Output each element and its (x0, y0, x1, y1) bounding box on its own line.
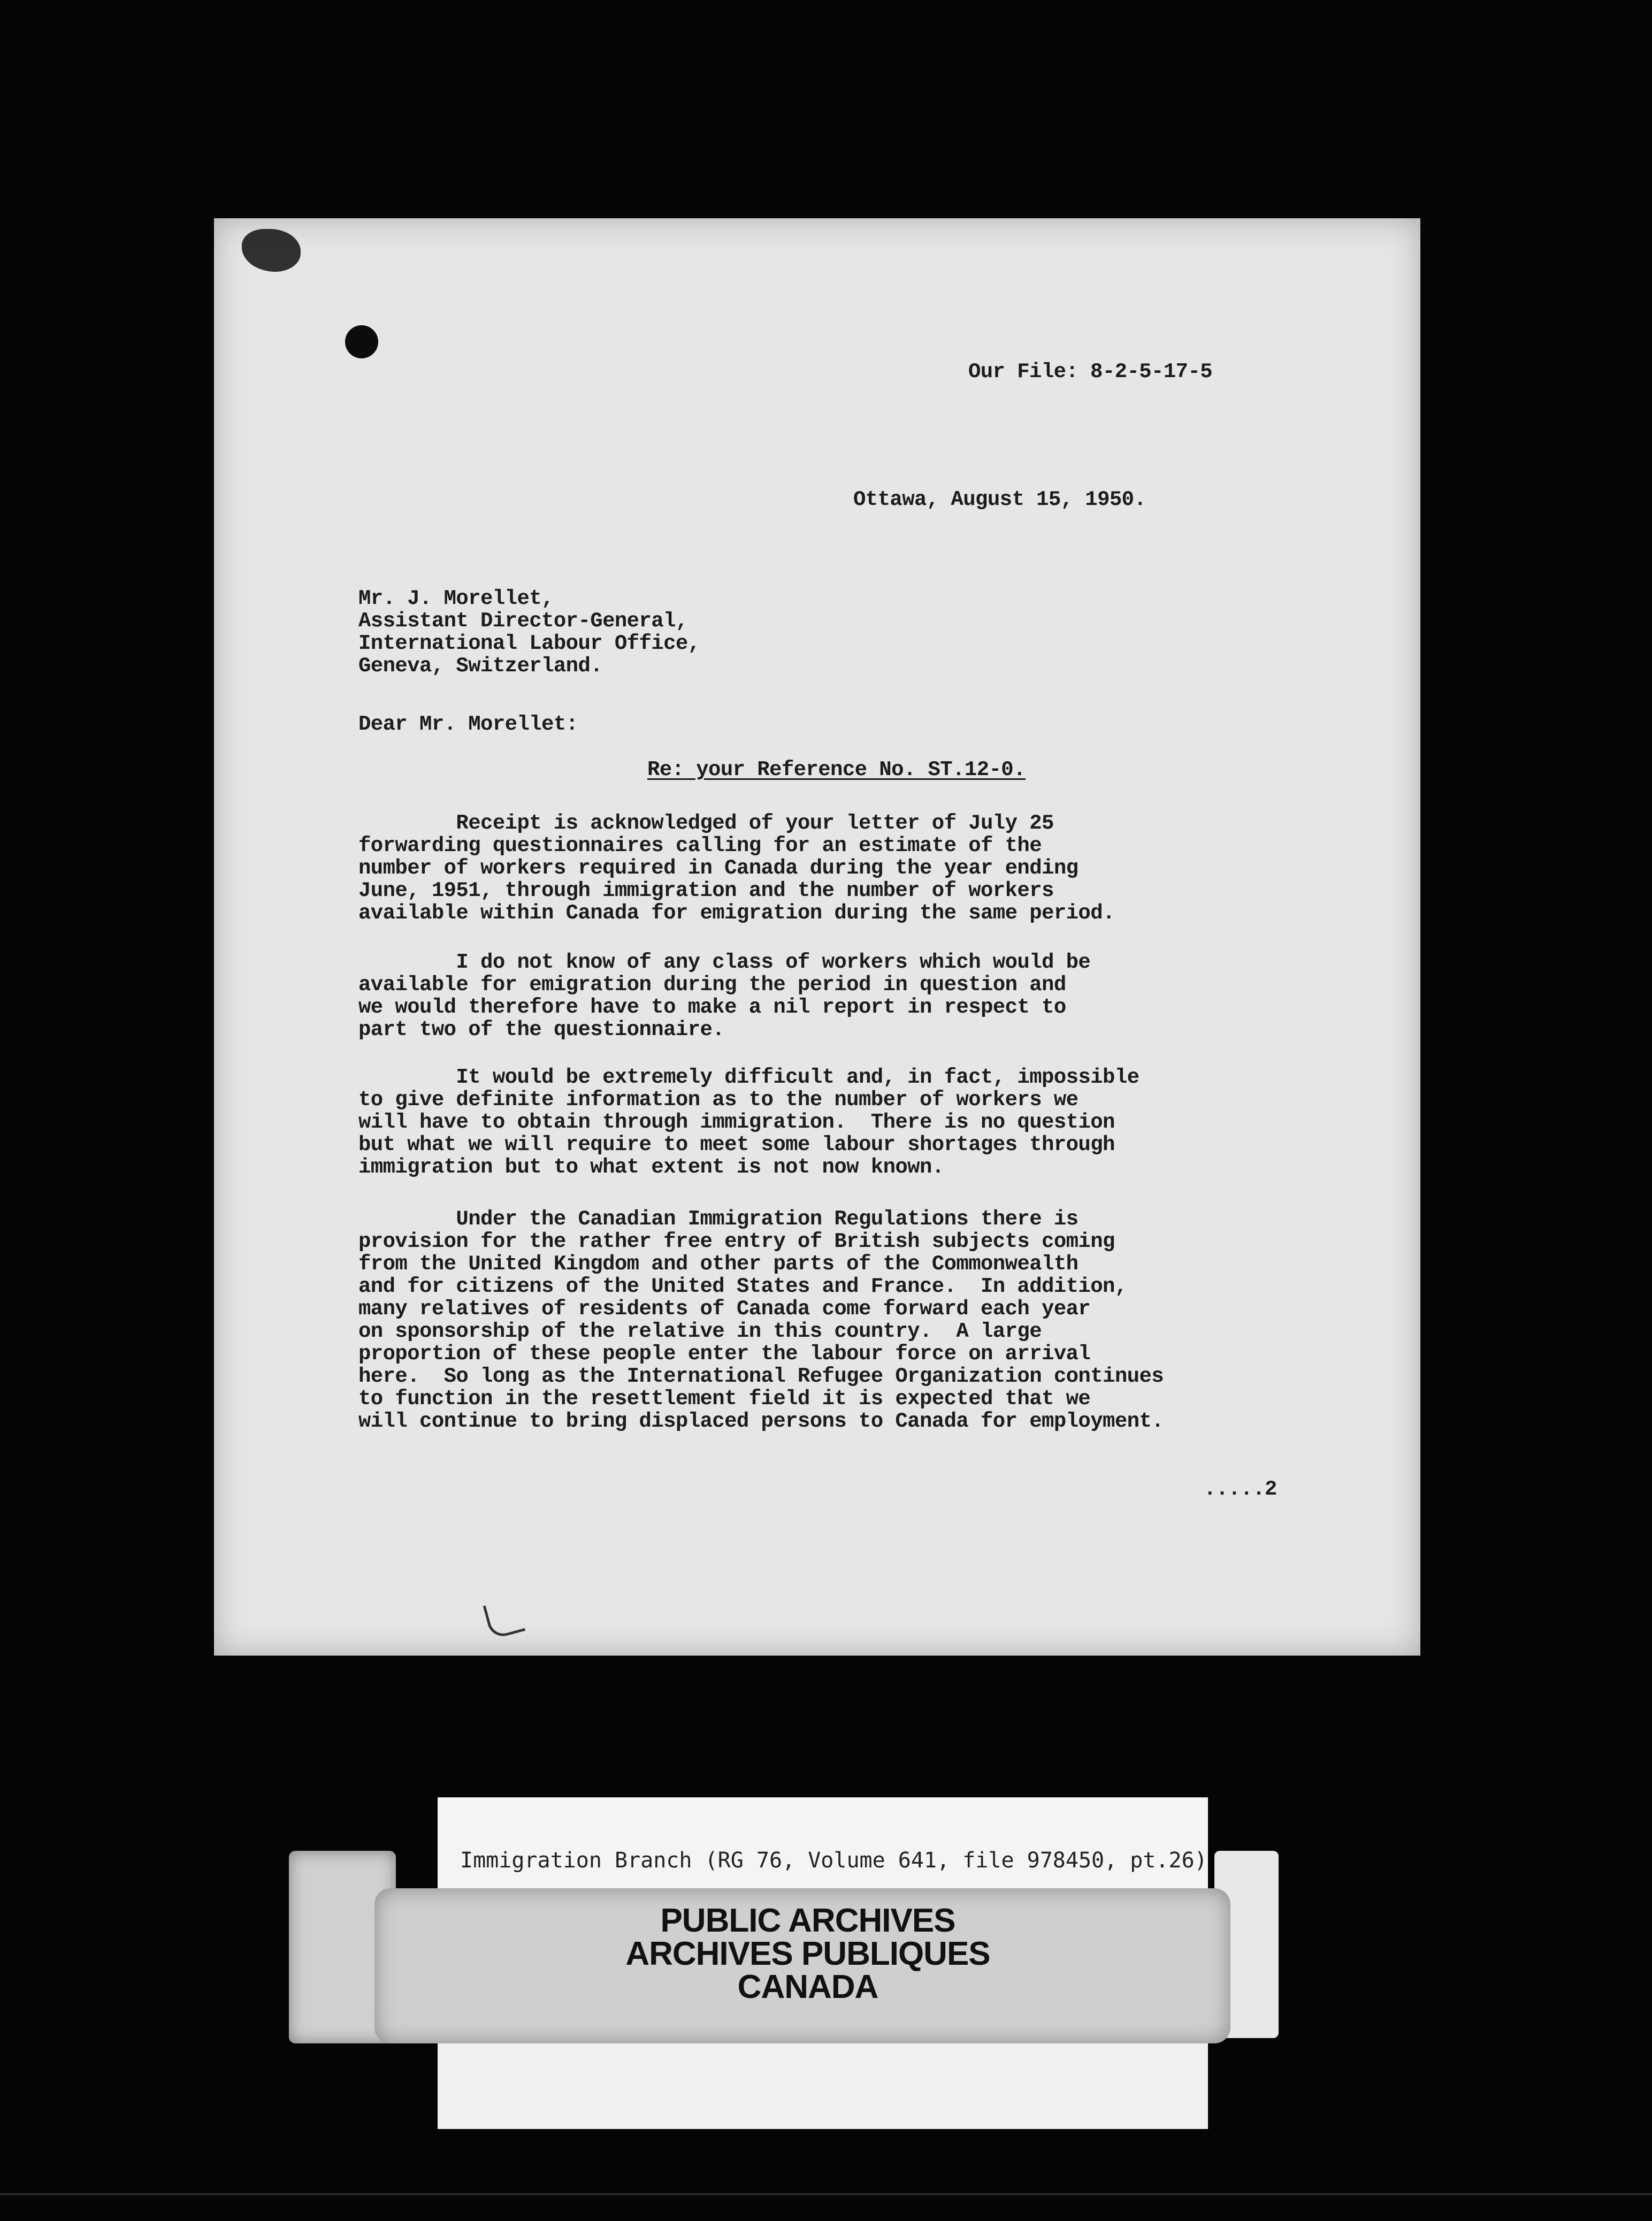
film-scratch (483, 1597, 526, 1640)
punch-hole (345, 325, 378, 358)
stamp-line: ARCHIVES PUBLIQUES (625, 1935, 990, 1972)
addressee-line: Geneva, Switzerland. (358, 654, 603, 678)
letter-date: Ottawa, August 15, 1950. (853, 488, 1146, 511)
paragraph-1: Receipt is acknowledged of your letter of July 25 forwarding questionnaires calling for an estimate of the number of workers required in Canada during the year ending June, 1951, through immigration and the number of workers available within Canada for emigration during the same period. (358, 811, 1115, 925)
salutation: Dear Mr. Morellet: (358, 713, 578, 736)
stamp-line: PUBLIC ARCHIVES (660, 1902, 955, 1939)
file-reference: Our File: 8-2-5-17-5 (968, 360, 1213, 384)
subject-line: Re: your Reference No. ST.12-0. (647, 758, 1026, 782)
addressee-line: Mr. J. Morellet, (358, 587, 554, 610)
paragraph-4: Under the Canadian Immigration Regulations there is provision for the rather free entry of British subjects coming from the United Kingdom and other parts of the Commonwealth and for citizens of the United States and France. In addition, many relatives of residents of Canada come forward each year on sponsorship of the relative in this country. A large proportion of these people enter the labour force on arrival here. So long as the International Refugee Organization continues to function in the resettlement field it is expected that we will continue to bring displaced persons to Canada for employment. (358, 1207, 1164, 1433)
addressee-line: International Labour Office, (358, 632, 700, 655)
ink-blot (242, 229, 301, 272)
archive-stamp (407, 1904, 1209, 2004)
frame-edge (0, 2193, 1652, 2195)
addressee-line: Assistant Director-General, (358, 609, 688, 633)
letter-sheet (214, 218, 1420, 1656)
paragraph-3: It would be extremely difficult and, in fact, impossible to give definite information as to the number of workers we will have to obtain through immigration. There is no question but what we will require to meet some labour shortages through immigration but to what extent is not now known. (358, 1066, 1139, 1179)
page-continuation: .....2 (1204, 1477, 1277, 1501)
paragraph-2: I do not know of any class of workers which would be available for emigration during the period in question and we would therefore have to make a nil report in respect to part two of the questionnaire. (358, 951, 1091, 1041)
stamp-line: CANADA (737, 1969, 878, 2005)
archive-source-label: Immigration Branch (RG 76, Volume 641, file 978450, pt.26) (460, 1848, 1207, 1873)
addressee-block (358, 587, 700, 677)
